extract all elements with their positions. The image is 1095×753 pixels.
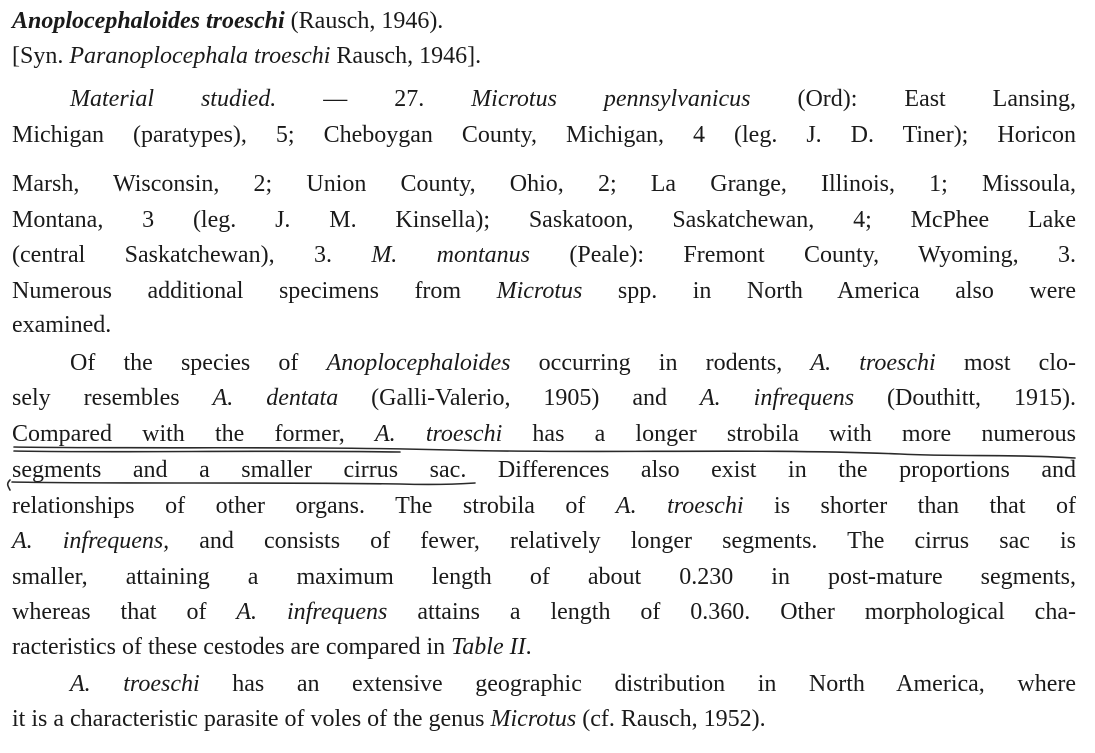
species-heading [12,6,1076,36]
synonym-name: Paranoplocephala troeschi [69,43,331,69]
material-line-6: Numerous additional specimens from Microtus spp. in North America also were [12,278,1076,304]
comparison-line-1: Of the species of Anoplocephaloides occurring in rodents, A. troeschi most clo- [70,350,1076,376]
underline-stroke-4 [8,480,10,490]
material-line-1: Material studied. — 27. Microtus pennsylvanicus (Ord): East Lansing, [70,86,1076,112]
species-name: Anoplocephaloides troeschi [12,8,285,34]
material-line-3: Marsh, Wisconsin, 2; Union County, Ohio, 2; La Grange, Illinois, 1; Missoula, [12,171,1076,197]
comparison-line-5: relationships of other organs. The strobila of A. troeschi is shorter than that of [12,493,1076,519]
species-authority: (Rausch, 1946). [284,8,444,34]
synonym-line: [Syn. Paranoplocephala troeschi Rausch, 1946]. [12,43,482,69]
material-line-5: (central Saskatchewan), 3. M. montanus (Peale): Fremont County, Wyoming, 3. [12,242,1077,268]
comparison-line-3: Compared with the former, A. troeschi has a longer strobila with more numerous [12,421,1077,447]
comparison-line-8: whereas that of A. infrequens attains a length of 0.360. Other morphological cha- [12,599,1076,625]
material-line-4: Montana, 3 (leg. J. M. Kinsella); Saskatoon, Saskatchewan, 4; McPhee Lake [12,207,1076,233]
material-line-7: examined. [12,312,112,338]
distribution-line-1: A. troeschi has an extensive geographic distribution in North America, where [70,671,1076,697]
comparison-line-2: sely resembles A. dentata (Galli-Valerio, 1905) and A. infrequens (Douthitt, 1915). [12,385,1077,411]
comparison-line-4: segments and a smaller cirrus sac. Differences also exist in the proportions and [12,457,1076,483]
comparison-line-6: A. infrequens, and consists of fewer, relatively longer segments. The cirrus sac is [12,528,1076,554]
comparison-line-9: racteristics of these cestodes are compared in Table II. [12,634,532,660]
distribution-line-2: it is a characteristic parasite of voles of the genus Microtus (cf. Rausch, 1952). [12,706,766,732]
comparison-line-7: smaller, attaining a maximum length of about 0.230 in post-mature segments, [12,564,1076,590]
material-line-2: Michigan (paratypes), 5; Cheboygan County, Michigan, 4 (leg. J. D. Tiner); Horicon [12,122,1076,148]
underline-stroke-2 [14,451,400,452]
